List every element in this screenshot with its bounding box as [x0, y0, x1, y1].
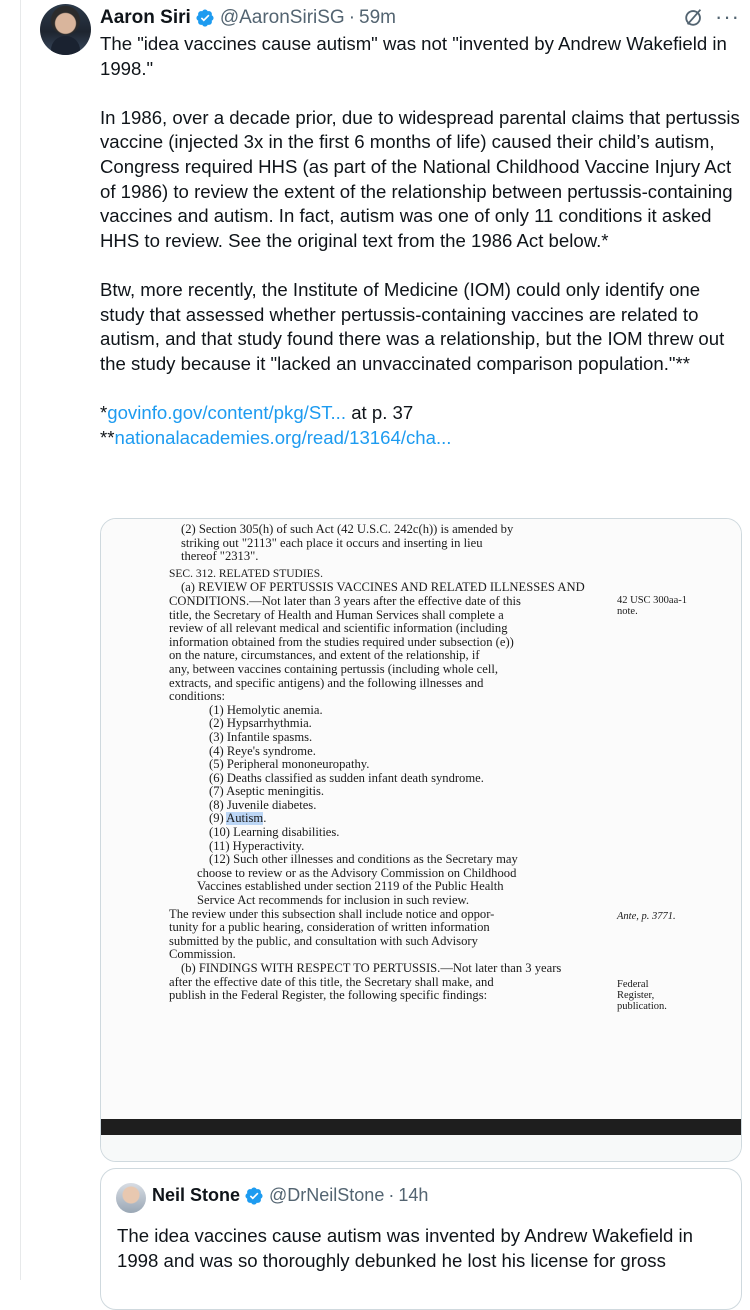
doc-line: submitted by the public, and consultation with such Advisory — [169, 934, 478, 948]
item9-suffix: . — [263, 812, 267, 826]
autism-highlight: Autism — [226, 812, 264, 826]
thread-line — [20, 0, 21, 1280]
doc-line: striking out "2113" each place it occurs and inserting in lieu — [181, 536, 483, 550]
condition-item: (4) Reye's syndrome. — [209, 744, 316, 758]
doc-line: The review under this subsection shall include notice and oppor- — [169, 907, 495, 921]
author-name[interactable]: Aaron Siri — [100, 7, 191, 28]
verified-badge-icon — [244, 1186, 264, 1206]
margin-note-line: Register, — [617, 990, 655, 1001]
reference-1 — [100, 401, 745, 426]
doc-line: Service Act recommends for inclusion in such review. — [197, 894, 469, 908]
doc-line: on the nature, circumstances, and extent of the relationship, if — [169, 649, 480, 663]
tweet-header — [100, 6, 396, 30]
grok-icon[interactable] — [683, 6, 705, 28]
condition-item: (5) Peripheral mononeuropathy. — [209, 758, 370, 772]
condition-item: (1) Hemolytic anemia. — [209, 703, 323, 717]
margin-note-federal — [617, 979, 667, 1012]
condition-item: (10) Learning disabilities. — [209, 826, 340, 840]
quoted-author-name[interactable]: Neil Stone — [152, 1185, 241, 1205]
doc-line: thereof "2313". — [181, 550, 259, 564]
document-scan — [101, 519, 741, 1119]
govinfo-link[interactable]: govinfo.gov/content/pkg/ST... — [107, 401, 347, 423]
doc-line: (b) FINDINGS WITH RESPECT TO PERTUSSIS.—Not later than 3 years — [181, 962, 562, 975]
margin-note-line: note. — [617, 606, 638, 617]
tweet-paragraph-3: Btw, more recently, the Institute of Medicine (IOM) could only identify one study that assessed whether pertussis-containing vaccines are related to autism, and that study found there was a relationship, but the IOM threw out the study because it "lacked an unvaccinated comparison population."** — [100, 278, 725, 374]
doc-line: conditions: — [169, 690, 225, 704]
separator-dot: · — [388, 1185, 395, 1205]
image-bottom — [101, 1135, 741, 1161]
item9-prefix: (9) — [209, 812, 227, 826]
condition-item-autism — [169, 812, 606, 826]
author-avatar[interactable] — [40, 4, 91, 55]
doc-line: Commission. — [169, 948, 236, 962]
doc-line: extracts, and specific antigens) and the following illnesses and — [169, 676, 484, 690]
doc-line: (2) Section 305(h) of such Act (42 U.S.C. 242c(h)) is amended by — [181, 523, 514, 536]
more-options-icon[interactable]: ··· — [715, 4, 740, 29]
doc-line: choose to review or as the Advisory Commission on Childhood — [197, 866, 517, 880]
tweet-body — [100, 32, 745, 450]
doc-line: any, between vaccines containing pertussis (including whole cell, — [169, 662, 498, 676]
image-dark-strip — [101, 1119, 741, 1135]
doc-line: CONDITIONS.—Not later than 3 years after the effective date of this — [169, 594, 521, 608]
condition-item: (7) Aseptic meningitis. — [209, 785, 325, 799]
reference-1-prefix: * — [100, 401, 108, 423]
verified-badge-icon — [195, 8, 215, 28]
condition-item: (3) Infantile spasms. — [209, 730, 313, 744]
tweet-paragraph-1: The "idea vaccines cause autism" was not "invented by Andrew Wakefield in 1998." — [100, 33, 727, 79]
doc-line: review of all relevant medical and scientific information (including — [169, 622, 508, 636]
doc-line: information obtained from the studies required under subsection (e)) — [169, 635, 514, 649]
tweet-actions — [683, 6, 740, 28]
doc-line: tunity for a public hearing, consideration of written information — [169, 921, 490, 935]
doc-line: (12) Such other illnesses and conditions as the Secretary may — [209, 853, 518, 867]
doc-line: publish in the Federal Register, the following specific findings: — [169, 989, 488, 1003]
doc-line: after the effective date of this title, the Secretary shall make, and — [169, 975, 494, 989]
document-text — [169, 523, 606, 1003]
doc-line: (a) REVIEW OF PERTUSSIS VACCINES AND RELATED ILLNESSES AND — [181, 581, 585, 595]
doc-line: title, the Secretary of Health and Human Services shall complete a — [169, 608, 504, 622]
quoted-tweet[interactable] — [100, 1168, 742, 1310]
margin-note-usc — [617, 595, 687, 617]
quoted-tweet-text: The idea vaccines cause autism was invented by Andrew Wakefield in 1998 and was so thoroughly debunked he lost his license for gross — [117, 1225, 694, 1271]
quoted-author-handle[interactable]: @DrNeilStone — [269, 1185, 385, 1205]
margin-note-line: Federal — [617, 979, 649, 990]
section-title: SEC. 312. RELATED STUDIES. — [169, 567, 323, 580]
margin-note-ante: Ante, p. 3771. — [617, 911, 676, 922]
condition-item: (8) Juvenile diabetes. — [209, 798, 317, 812]
quoted-post-time[interactable]: 14h — [398, 1185, 429, 1205]
quoted-author-avatar[interactable] — [116, 1183, 146, 1213]
author-handle[interactable]: @AaronSiriSG — [219, 7, 345, 28]
condition-item: (2) Hypsarrhythmia. — [209, 717, 312, 731]
reference-2-prefix: ** — [100, 426, 115, 448]
nationalacademies-link[interactable]: nationalacademies.org/read/13164/cha... — [114, 426, 452, 448]
attached-image[interactable] — [100, 518, 742, 1162]
quoted-tweet-header — [152, 1185, 428, 1206]
reference-1-suffix: at p. 37 — [346, 401, 414, 423]
doc-line: Vaccines established under section 2119 of the Public Health — [197, 880, 504, 894]
reference-2 — [100, 426, 745, 451]
condition-item: (11) Hyperactivity. — [209, 839, 305, 853]
margin-note-line: publication. — [617, 1001, 667, 1012]
condition-item: (6) Deaths classified as sudden infant death syndrome. — [209, 771, 484, 785]
post-time[interactable]: 59m — [359, 7, 396, 28]
margin-note-line: 42 USC 300aa-1 — [617, 595, 687, 606]
tweet-paragraph-2: In 1986, over a decade prior, due to widespread parental claims that pertussis vaccine (injected 3x in the first 6 months of life) caused their child’s autism, Congress required HHS (as part of the National Childhood Vaccine Injury Act of 1986) to review the extent of the relationship between pertussis-containing vaccines and autism. In fact, autism was one of only 11 conditions it asked HHS to review. See the original text from the 1986 Act below.* — [100, 106, 740, 251]
separator-dot: · — [348, 7, 356, 28]
